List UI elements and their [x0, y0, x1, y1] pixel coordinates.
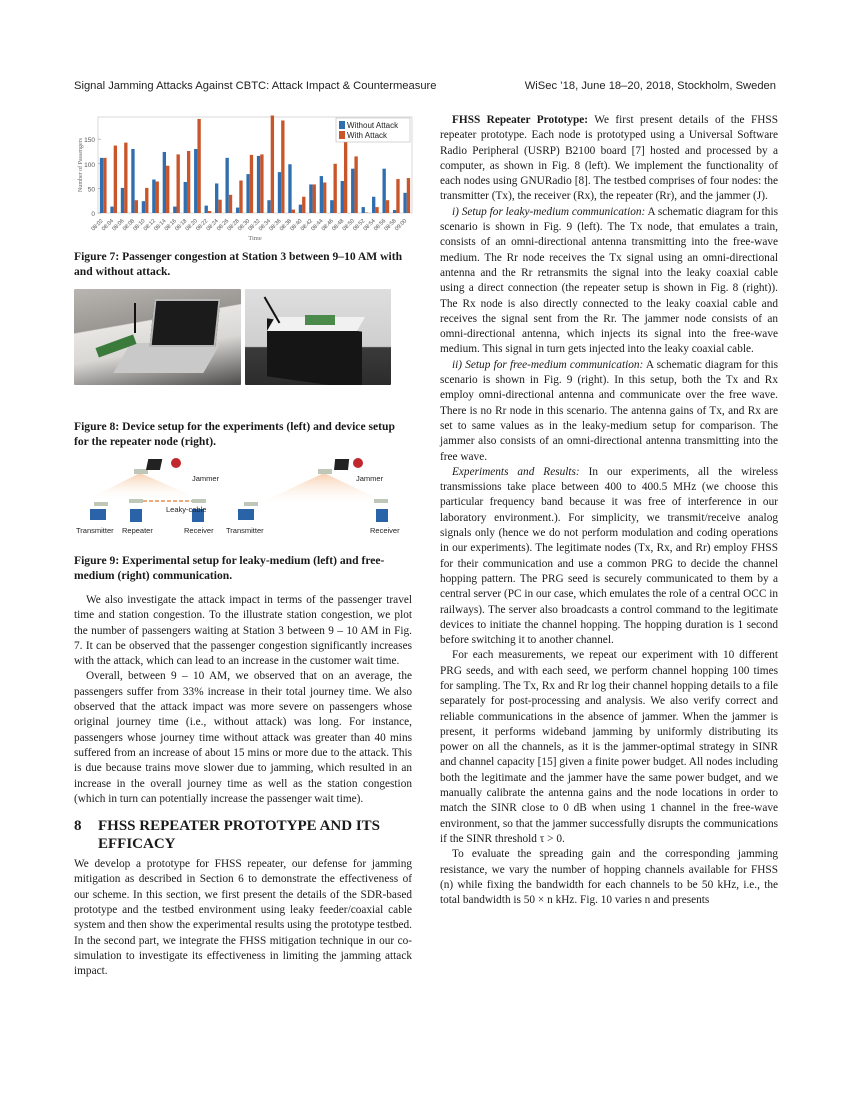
transmitter-label-right: Transmitter: [226, 526, 264, 535]
bar: [334, 164, 337, 213]
x-tick-label: 08:28: [226, 218, 241, 233]
transmitter-label-left: Transmitter: [76, 526, 114, 535]
bar: [313, 184, 316, 213]
x-tick-label: 08:22: [195, 218, 210, 233]
bar: [257, 156, 260, 213]
x-tick-label: 08:18: [174, 218, 189, 233]
bar: [100, 158, 103, 213]
bar: [382, 169, 385, 213]
bar: [299, 205, 302, 213]
bar: [260, 154, 263, 213]
x-tick-label: 08:56: [373, 218, 388, 233]
usrp-board-icon: [305, 315, 335, 325]
bar: [407, 178, 410, 213]
x-tick-label: 08:38: [278, 218, 294, 233]
bar: [250, 155, 253, 213]
bar: [142, 201, 145, 213]
figure-9-diagram: [74, 459, 412, 547]
x-tick-label: 08:54: [362, 218, 377, 233]
right-column: [440, 113, 778, 908]
header-venue: WiSec ’18, June 18–20, 2018, Stockholm, Sweden: [524, 80, 776, 92]
bar: [271, 116, 274, 213]
y-tick-label: 0: [91, 211, 95, 218]
legend-label: Without Attack: [347, 121, 399, 130]
paragraph-text: A schematic diagram for this scenario is shown in Fig. 9 (right). In this setup, both the Tx and Rx employ omni-directional antenna and communicate over the free wave. There is no Rr node in this scenario. The antenna gains of Tx, and Rx are set to same values as in the leaky-medium setup for comparison. The jammer also consists of an omni-directional antenna transmitting into the free wave.: [440, 358, 778, 463]
bar: [236, 208, 239, 213]
paragraph-text: A schematic diagram for this scenario is shown in Fig. 9 (left). The Tx node, that emulates a train, consists of an omni-directional antenna transmitting into the free-wave medium. The Rr node receives the Tx signal using an omni-directional antenna and the Rr retransmits the signal into the leaky coaxial cable using a direct connection (the repeater setup is shown in Fig. 8 (right)). The Rx node is also directly connected to the leaky coaxial cable and receives the signal sent from the Rr. The jammer node consists of an omni-directional antenna, which injects its signal into the free-wave medium. This signal in turn gets injected into the leaky coaxial cable.: [440, 205, 778, 356]
bar: [288, 164, 291, 213]
bar: [121, 188, 124, 213]
header-title: Signal Jamming Attacks Against CBTC: Attack Impact & Countermeasure: [74, 80, 437, 92]
bar: [403, 193, 406, 213]
bar: [323, 182, 326, 213]
bar: [246, 174, 249, 213]
bar: [393, 210, 396, 213]
figure-9-caption: Figure 9: Experimental setup for leaky-medium (left) and free-medium (right) communication.: [74, 554, 385, 582]
y-axis-label: Number of Passengers: [78, 138, 84, 192]
bar: [131, 149, 134, 213]
body-paragraph: We develop a prototype for FHSS repeater, our defense for jamming mitigation as described in Section 6 to demonstrate the effectiveness of our scheme. In this section, we first present the details of the SDR-based prototype and the testbed environment using leaky feeder/coaxial cable system and then show the experimental results using the prototype testbed. In the second part, we integrate the FHSS mitigation technique in our co-simulation to investigate its effectiveness in limiting the jamming attack impact.: [74, 858, 412, 978]
bar: [103, 158, 106, 213]
bar: [135, 200, 138, 213]
bar: [302, 197, 305, 213]
body-paragraph: To evaluate the spreading gain and the corresponding jamming resistance, we vary the number of hopping channels available for FHSS (n) while fixing the bandwidth for each channels to be 50 kHz, i.e., the total bandwidth is 50 × n kHz. Fig. 10 varies n and presents: [440, 848, 778, 907]
bar: [375, 207, 378, 213]
x-tick-label: 08:52: [352, 218, 367, 233]
bar: [156, 181, 159, 213]
bar: [330, 200, 333, 213]
bar: [292, 210, 295, 213]
repeater-node-photo: [245, 289, 391, 385]
bar: [344, 142, 347, 213]
runin-heading: Experiments and Results:: [452, 465, 580, 478]
body-paragraph: [440, 205, 778, 358]
bar: [215, 183, 218, 213]
x-tick-label: 08:04: [100, 218, 116, 233]
bar-chart-svg: [74, 113, 414, 243]
figure-8-caption: Figure 8: Device setup for the experiments (left) and device setup for the repeater node (right).: [74, 420, 395, 448]
bar: [281, 120, 284, 213]
bar: [309, 184, 312, 213]
bar: [372, 197, 375, 213]
x-tick-label: 08:40: [289, 218, 304, 233]
body-paragraph: We also investigate the attack impact in terms of the passenger travel time and station congestion. To the illustrate station congestion, we plot the number of passengers waiting at Station 3 between 9 – 10 AM in Fig. 7. It can be observed that the passenger congestion significantly increases with the attack, which can lead to an increase in the customer wait time.: [74, 594, 412, 668]
legend-swatch: [339, 131, 345, 139]
x-tick-label: 08:10: [132, 218, 147, 233]
bar: [163, 152, 166, 213]
bar: [166, 166, 169, 213]
x-tick-label: 08:42: [299, 218, 314, 233]
legend-swatch: [339, 121, 345, 129]
x-tick-label: 08:12: [142, 218, 157, 233]
x-tick-label: 09:00: [394, 218, 409, 233]
x-tick-label: 08:14: [153, 218, 168, 233]
section-title: FHSS REPEATER PROTOTYPE AND ITS EFFICACY: [98, 818, 381, 853]
bar: [145, 188, 148, 213]
body-paragraph: [440, 465, 778, 649]
x-tick-label: 08:36: [268, 218, 283, 233]
x-tick-label: 08:48: [331, 218, 346, 233]
section-heading: [74, 817, 412, 853]
device-setup-photo: [74, 289, 241, 385]
x-tick-label: 08:08: [121, 218, 137, 233]
bar: [225, 158, 228, 213]
bar: [239, 181, 242, 213]
running-header: [74, 80, 776, 92]
bar: [177, 154, 180, 213]
body-paragraph: [440, 358, 778, 465]
bar: [110, 207, 113, 213]
paragraph-text: In our experiments, all the wireless transmissions take place between 400 to 400.5 MHz (we choose this particular frequency band because it was free of interference in our laboratory environment.). For simplicity, we transmit/receive analog signals only (hence we do not perform modulation and coding operations in our experiments). The legitimate nodes (Tx, Rx, and Rr) employ FHSS for their communication and use a common PRG to decide the channel hopping pattern. The PRG seed is securely communicated to them by a central server (PC in our case, which emulates the role of a central OCC in railways). The server also broadcasts a control command to the legitimate devices to initiate the channel hopping. The hopping duration is 1 second before switching it to another channel.: [440, 465, 778, 647]
x-tick-label: 08:16: [163, 218, 178, 233]
bar: [320, 176, 323, 213]
y-tick-label: 100: [84, 161, 95, 169]
bar: [184, 182, 187, 213]
antenna-icon: [134, 303, 136, 333]
bar: [267, 200, 270, 213]
x-axis-label: Time: [248, 235, 262, 242]
body-paragraph: [440, 113, 778, 205]
leaky-cable-label: Leaky-cable: [166, 505, 207, 514]
figure-8-photos: [74, 289, 412, 385]
bar: [351, 169, 354, 213]
y-tick-label: 50: [87, 186, 95, 194]
bar: [362, 207, 365, 213]
body-paragraph: Overall, between 9 – 10 AM, we observed that on an average, the passengers suffer from 33% increase in their total journey time. We also observed that the attack impact was more severe on passengers whose original journey time (i.e., without attack) was long. For instance, passengers whose journey time without attack was greater than 40 mins suffered from an increase of about 15 mins or more due to the attack. This is due because trains move slower due to jamming, which resulted in an increase in the overall journey time as well as the station congestion (which in turn can potentially increase the passenger wait time).: [74, 670, 412, 805]
section-number: 8: [74, 818, 82, 835]
bar: [341, 181, 344, 213]
y-tick-label: 150: [84, 137, 95, 145]
bar: [396, 179, 399, 213]
bar: [124, 143, 127, 213]
bar: [354, 156, 357, 213]
x-tick-label: 08:50: [341, 218, 356, 233]
legend-label: With Attack: [347, 131, 388, 140]
bar: [208, 211, 211, 213]
x-tick-label: 08:02: [90, 218, 105, 233]
bar: [187, 151, 190, 213]
bar: [386, 200, 389, 213]
runin-heading: ii) Setup for free-medium communication:: [452, 358, 644, 371]
laptop-base-shape: [113, 343, 220, 373]
left-column: [74, 113, 412, 980]
bar: [278, 172, 281, 213]
x-tick-label: 08:46: [320, 218, 335, 233]
laptop-icon: [149, 299, 220, 347]
bar: [114, 146, 117, 213]
x-tick-label: 08:32: [247, 218, 262, 233]
runin-heading: FHSS Repeater Prototype:: [452, 114, 589, 126]
x-tick-label: 08:30: [237, 218, 252, 233]
paragraph-text: We first present details of the FHSS repeater prototype. Each node is prototyped using a Universal Software Radio Peripheral (USRP) B2100 board [7] hosted and processed by a computer, as shown in Fig. 8 (left). We implement the functionality of each nodes using GNURadio [8]. The testbed comprises of four nodes: the transmitter (Tx), the receiver (Rx), the repeater (Rr), and the jammer (J).: [440, 114, 778, 203]
jammer-label-left: Jammer: [192, 474, 220, 483]
x-tick-label: 08:26: [216, 218, 231, 233]
receiver-label-left: Receiver: [184, 526, 214, 535]
bar: [229, 195, 232, 213]
runin-heading: i) Setup for leaky-medium communication:: [452, 205, 646, 218]
x-tick-label: 08:06: [111, 218, 126, 233]
bar: [194, 149, 197, 213]
x-tick-label: 08:20: [184, 218, 199, 233]
x-tick-label: 08:34: [257, 218, 273, 233]
x-tick-label: 08:58: [383, 218, 398, 233]
figure-7-caption: Figure 7: Passenger congestion at Station 3 between 9–10 AM with and without attack.: [74, 250, 403, 278]
jammer-label-right: Jammer: [356, 474, 384, 483]
bar: [173, 207, 176, 213]
x-tick-label: 08:44: [310, 218, 325, 233]
bar: [152, 180, 155, 213]
x-tick-label: 08:24: [205, 218, 220, 233]
bar: [218, 200, 221, 213]
bar: [205, 206, 208, 213]
figure-7-bar-chart: [74, 113, 414, 243]
repeater-label: Repeater: [122, 526, 153, 535]
receiver-label-right: Receiver: [370, 526, 400, 535]
bar: [197, 119, 200, 213]
body-paragraph: For each measurements, we repeat our experiment with 10 different PRG seeds, and with each seed, we perform channel hopping 100 times for sampling. The Tx, Rx and Rr log their channel hopping details to a file separately for post-processing and analysis. We also verify correct and reliable communications in the absence of jammer. When the jammer is present, it performs wideband jamming by uniformly distributing its power on all the channels, as it is the jammer-optimal strategy in SINR and channel capacity [15] given a finite power budget. All nodes including both the legitimate and the jammer have the same power budget, and we manually calibrate the antenna gains and the node locations in order to match the SINR close to 0 dB when using 1 channel in the free-wave environment, so that the jammer successfully disrupts the communications if the SINR threshold τ > 0.: [440, 649, 778, 845]
